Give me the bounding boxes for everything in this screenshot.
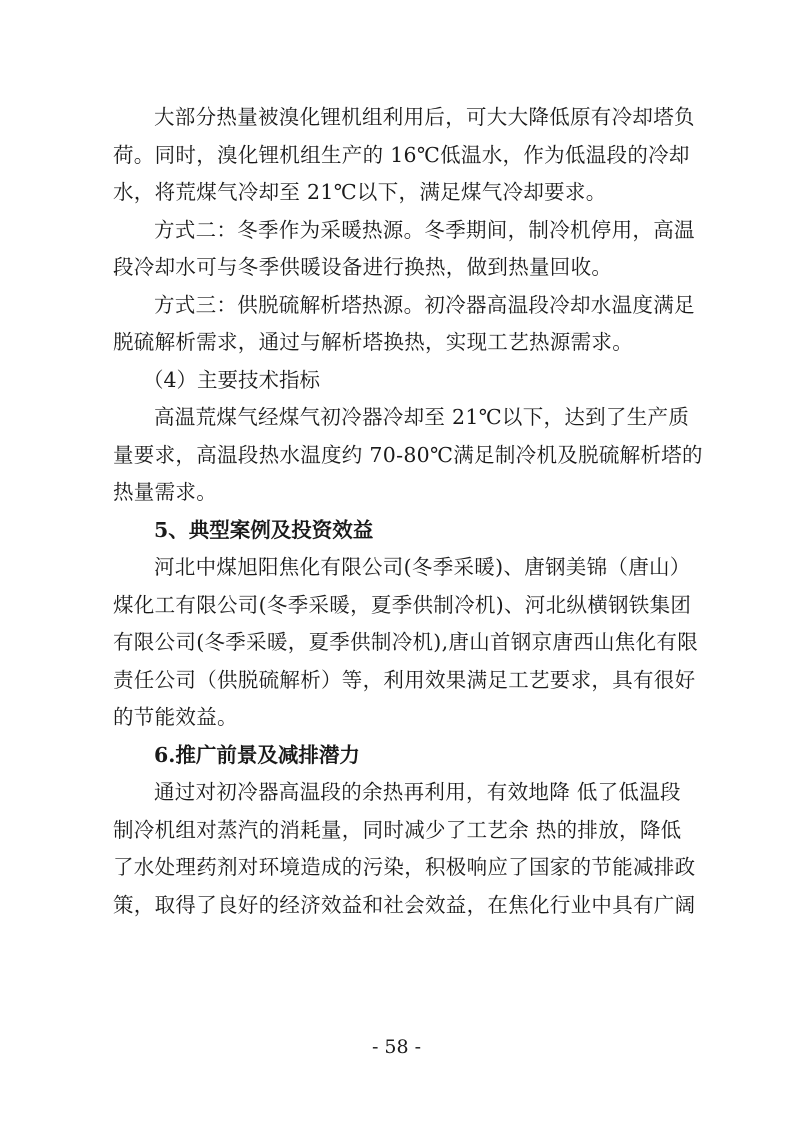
- paragraph-technical-indicators: [113, 399, 703, 512]
- paragraph-method-two: [113, 212, 695, 287]
- paragraph-promotion-prospects: [113, 774, 695, 924]
- text-line: 河北中煤旭阳焦化有限公司(冬季采暖)、唐钢美锦（唐山）: [154, 555, 691, 579]
- text-line: 策，取得了良好的经济效益和社会效益，在焦化行业中具有广阔: [113, 892, 696, 917]
- text-line: 通过对初冷器高温段的余热再利用，有效地降 低了低温段: [154, 780, 681, 804]
- heading-promotion-prospects: 6.推广前景及减排潜力: [154, 742, 360, 767]
- text-line: 方式三：供脱硫解析塔热源。初冷器高温段冷却水温度满足: [154, 292, 695, 317]
- text-line: 方式二：冬季作为采暖热源。冬季期间，制冷机停用，高温: [154, 217, 695, 242]
- paragraph-typical-cases: [113, 549, 699, 737]
- text-line: 量要求，高温段热水温度约 70-80℃满足制冷机及脱硫解析塔的: [113, 442, 703, 467]
- page-number: - 58 -: [371, 1036, 422, 1058]
- text-line: 责任公司（供脱硫解析）等，利用效果满足工艺要求，具有很好: [113, 667, 696, 692]
- text-line: 荷。同时，溴化锂机组生产的 16℃低温水，作为低温段的冷却: [113, 142, 690, 167]
- text-line: 有限公司(冬季采暖，夏季供制冷机),唐山首钢京唐西山焦化有限: [113, 630, 699, 654]
- text-line: 制冷机组对蒸汽的消耗量，同时减少了工艺余 热的排放，降低: [113, 817, 682, 842]
- heading-typical-cases: 5、典型案例及投资效益: [154, 517, 374, 542]
- page-content: [113, 99, 703, 924]
- text-line: 的节能效益。: [113, 705, 238, 729]
- text-line: 热量需求。: [113, 480, 217, 504]
- paragraph-cooling-load: [113, 99, 695, 212]
- text-line: 高温荒煤气经煤气初冷器冷却至 21℃以下，达到了生产质: [154, 405, 690, 429]
- subheading-technical-indicators: （4）主要技术指标: [143, 367, 321, 392]
- text-line: 大部分热量被溴化锂机组利用后，可大大降低原有冷却塔负: [154, 105, 695, 129]
- text-line: 段冷却水可与冬季供暖设备进行换热，做到热量回收。: [113, 255, 613, 279]
- text-line: 水，将荒煤气冷却至 21℃以下，满足煤气冷却要求。: [113, 180, 607, 204]
- text-line: 脱硫解析需求，通过与解析塔换热，实现工艺热源需求。: [113, 330, 633, 354]
- paragraph-method-three: [113, 287, 695, 362]
- text-line: 了水处理药剂对环境造成的污染，积极响应了国家的节能减排政: [113, 855, 696, 879]
- text-line: 煤化工有限公司(冬季采暖，夏季供制冷机)、河北纵横钢铁集团: [113, 592, 692, 617]
